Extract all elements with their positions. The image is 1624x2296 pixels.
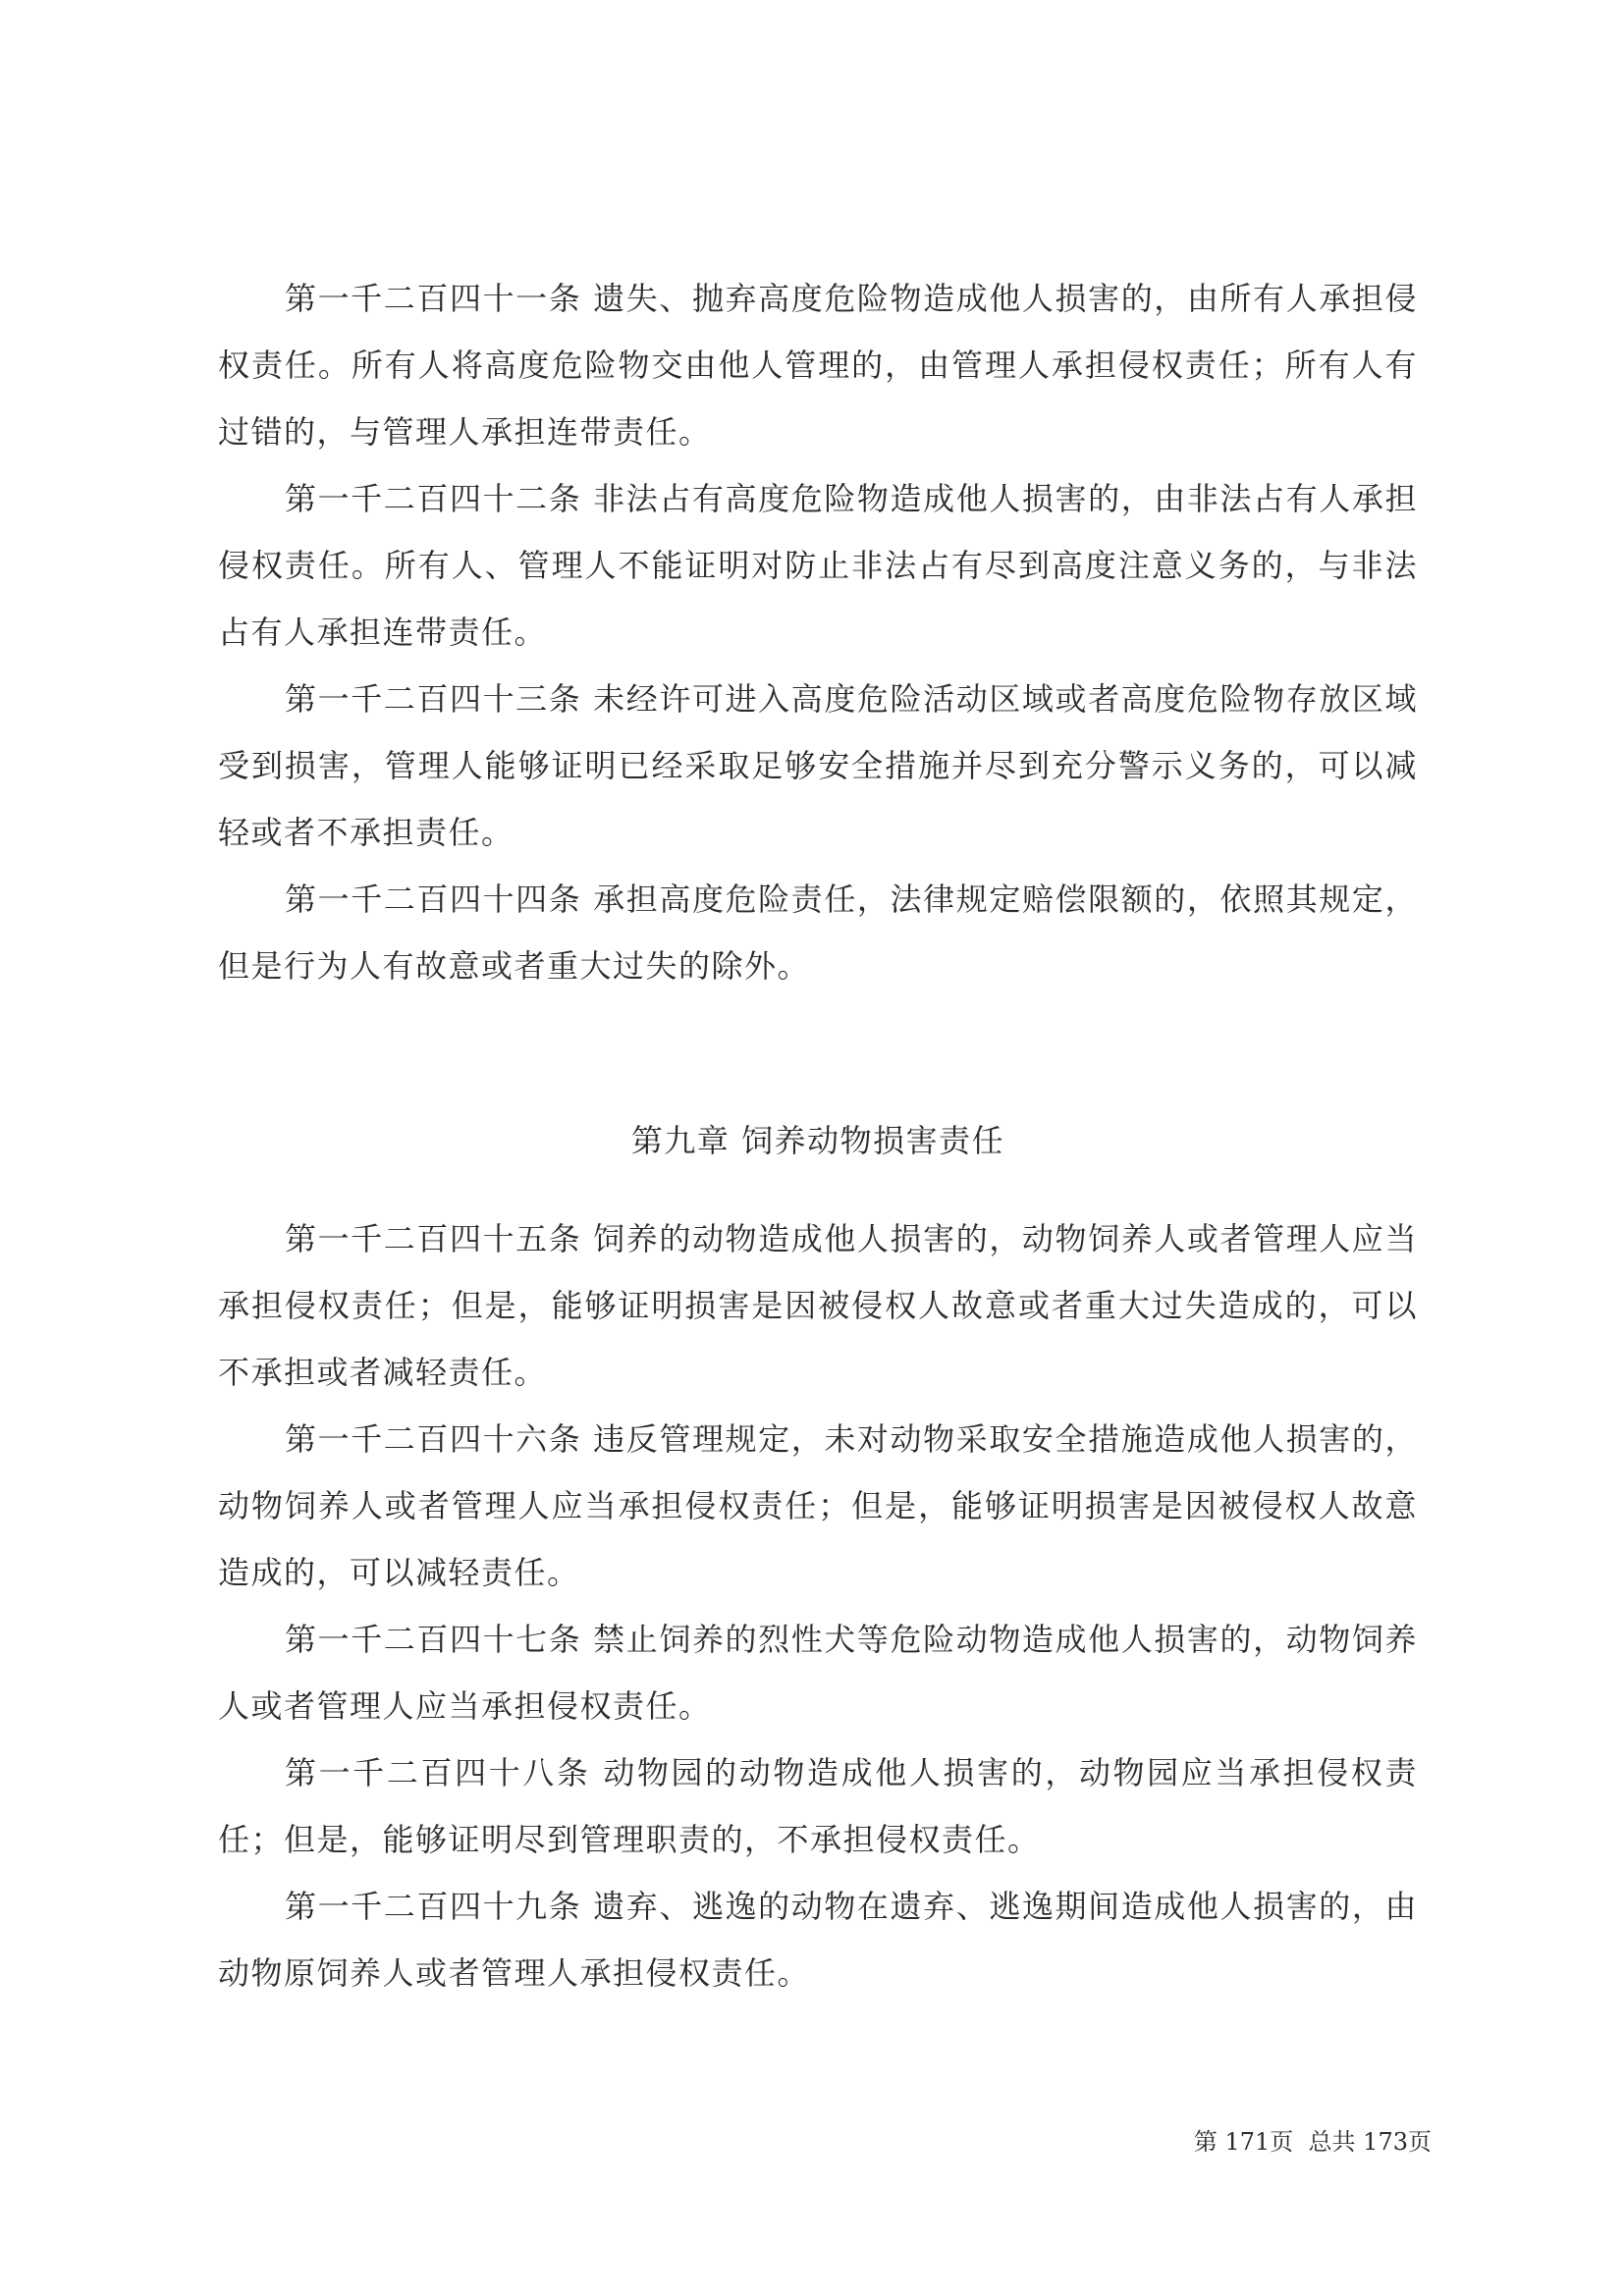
article-1249: 第一千二百四十九条 遗弃、逃逸的动物在遗弃、逃逸期间造成他人损害的，由动物原饲养人或者管理人承担侵权责任。 <box>218 1888 1418 1992</box>
page-footer <box>1194 2126 1432 2158</box>
article-1246: 第一千二百四十六条 违反管理规定，未对动物采取安全措施造成他人损害的，动物饲养人或者管理人应当承担侵权责任；但是，能够证明损害是因被侵权人故意造成的，可以减轻责任。 <box>218 1420 1418 1591</box>
spacer <box>218 999 1418 1107</box>
article-1247: 第一千二百四十七条 禁止饲养的烈性犬等危险动物造成他人损害的，动物饲养人或者管理人应当承担侵权责任。 <box>218 1621 1418 1725</box>
article-1248: 第一千二百四十八条 动物园的动物造成他人损害的，动物园应当承担侵权责任；但是，能够证明尽到管理职责的，不承担侵权责任。 <box>218 1754 1418 1858</box>
spacer <box>218 1174 1418 1205</box>
article-1242: 第一千二百四十二条 非法占有高度危险物造成他人损害的，由非法占有人承担侵权责任。所有人、管理人不能证明对防止非法占有尽到高度注意义务的，与非法占有人承担连带责任。 <box>218 480 1418 651</box>
chapter-title: 第九章 饲养动物损害责任 <box>630 1122 1005 1159</box>
article-1243: 第一千二百四十三条 未经许可进入高度危险活动区域或者高度危险物存放区域受到损害，管理人能够证明已经采取足够安全措施并尽到充分警示义务的，可以减轻或者不承担责任。 <box>218 680 1418 851</box>
page-number-label: 第 171页 总共 173页 <box>1193 2128 1432 2156</box>
page-content <box>218 265 1418 2006</box>
article-1241: 第一千二百四十一条 遗失、抛弃高度危险物造成他人损害的，由所有人承担侵权责任。所有人将高度危险物交由他人管理的，由管理人承担侵权责任；所有人有过错的，与管理人承担连带责任。 <box>218 280 1418 451</box>
article-1245: 第一千二百四十五条 饲养的动物造成他人损害的，动物饲养人或者管理人应当承担侵权责任；但是，能够证明损害是因被侵权人故意或者重大过失造成的，可以不承担或者减轻责任。 <box>218 1220 1418 1391</box>
article-1244: 第一千二百四十四条 承担高度危险责任，法律规定赔偿限额的，依照其规定，但是行为人有故意或者重大过失的除外。 <box>218 881 1418 985</box>
